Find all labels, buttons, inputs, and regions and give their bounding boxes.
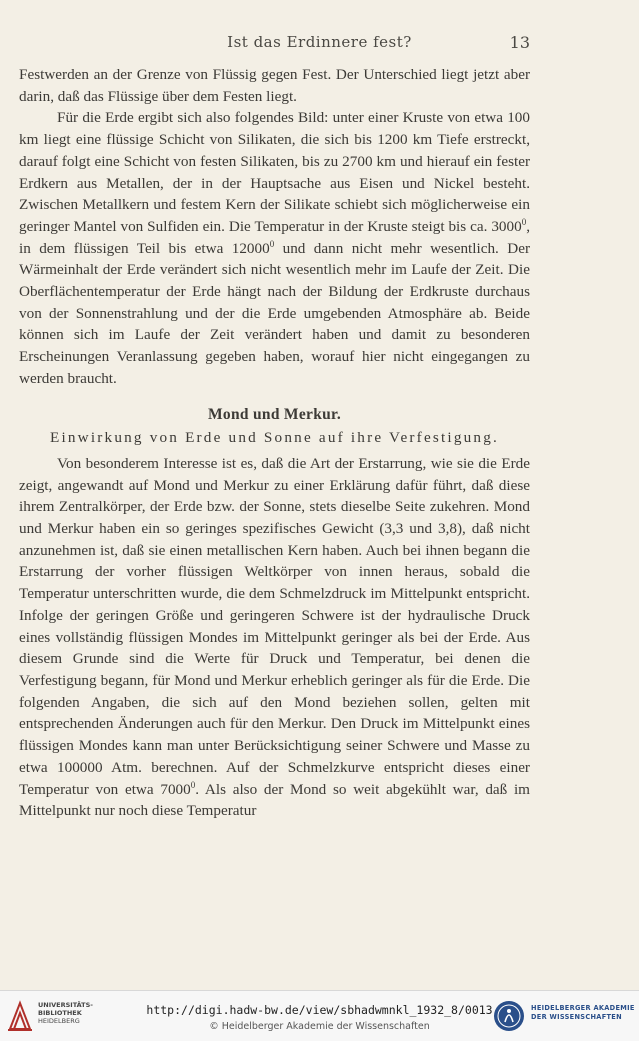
section-subheading: Einwirkung von Erde und Sonne auf ihre Verfestigung.: [49, 429, 500, 447]
ub-line-2: BIBLIOTHEK: [38, 1009, 82, 1017]
paragraph-1: Festwerden an der Grenze von Flüssig gegen Fest. Der Unterschied liegt jetzt aber darin, daß das Flüssige über dem Festen liegt.: [19, 66, 530, 105]
degree-sign: 0: [521, 216, 527, 227]
paragraph-2: [19, 107, 530, 389]
paragraph-2-part-a: Für die Erde ergibt sich also folgendes Bild: unter einer Kruste von etwa 100 km liegt eine flüssige Schicht von Silikaten, die sich bis 1200 km Tiefe erstreckt, darauf folgt eine Schicht von festen Silikaten, bis zu 2700 km und hierauf ein fester Erdkern aus Metallen, der in der Hauptsache aus Eisen und Nickel besteht. Zwischen Metallkern und festem Kern der Silikate schiebt sich möglicherweise ein geringer Mantel von Sulfiden ein. Die Temperatur in der Kruste steigt bis ca. 3000: [19, 109, 530, 235]
academy-label: [531, 1004, 635, 1022]
footer-bar: [0, 990, 639, 1041]
paragraph-3-part-a: Von besonderem Interesse ist es, daß die Art der Erstarrung, wie sie die Erde zeigt, angewandt auf Mond und Merkur zu einer Erklärung dafür führt, daß diese ihrem Zentralkörper, der Erde bzw. der Sonne, stets dieselbe Seite zukehren. Mond und Merkur haben ein so geringes spezifisches Gewicht (3,3 und 3,8), daß nicht anzunehmen ist, daß sie einen metallischen Kern haben. Auch bei ihnen begann die Erstarrung der vorher flüssigen Weltkörper von innen heraus, sobald die Temperatur unterschritten wurde, die dem Schmelzdruck im Mittelpunkt entspricht. Infolge der geringen Größe und geringeren Schwere ist der hydraulische Druck eines vollständig flüssigen Mondes im Mittelpunkt geringer als bei der Erde. Aus diesem Grunde sind die Werte für Druck und Temperatur, bei denen die Verfestigung begann, für Mond und Merkur erheblich geringer als für die Erde. Die folgenden Angaben, die sich auf den Mond beziehen sollen, gelten mit entsprechenden Änderungen auch für den Merkur. Den Druck im Mittelpunkt eines flüssigen Mondes kann man unter Berücksichtigung seiner Schwere und Masse zu etwa 100000 Atm. berechnen. Auf der Schmelzkurve entspricht dieses einer Temperatur von etwa 7000: [19, 454, 530, 798]
page-number: 13: [509, 33, 530, 52]
paragraph-2-part-c: und dann nicht mehr wesentlich. Der Wärmeinhalt der Erde verändert sich nicht wesentlich mehr im Laufe der Zeit. Die Oberflächentemperatur der Erde hängt nach der Bildung der Erdkruste durchaus von der Sonnenstrahlung und der die Erde umgebenden Atmosphäre ab. Beide können sich im Laufe der Zeit verändert haben und damit zu besonderen Erscheinungen Veranlassung gegeben haben, worauf hier nicht eingegangen zu werden braucht.: [19, 239, 530, 387]
permalink-url[interactable]: http://digi.hadw-bw.de/view/sbhadwmnkl_1932_8/0013: [146, 1003, 493, 1017]
copyright-notice: © Heidelberger Akademie der Wissenschaften: [209, 1021, 430, 1032]
section-heading: Mond und Merkur.: [208, 405, 341, 423]
paragraph-3: [19, 453, 530, 822]
body-text: [19, 64, 530, 822]
academy-line-2: DER WISSENSCHAFTEN: [531, 1013, 622, 1021]
running-title: Ist das Erdinnere fest?: [227, 33, 412, 51]
degree-sign: 0: [190, 779, 196, 790]
ub-line-1: UNIVERSITÄTS-: [38, 1001, 93, 1009]
running-head: [0, 33, 639, 55]
paragraph-3-part-b: . Als also der Mond so weit abgekühlt war, daß im Mittelpunkt nur noch diese Temperatur: [19, 780, 530, 820]
ub-line-3: HEIDELBERG: [38, 1017, 80, 1025]
degree-sign: 0: [269, 238, 275, 249]
academy-logo-icon[interactable]: [493, 1000, 525, 1032]
academy-line-1: HEIDELBERGER AKADEMIE: [531, 1004, 635, 1012]
paragraph-2-part-b: , in dem flüssigen Teil bis etwa 12000: [19, 217, 530, 257]
